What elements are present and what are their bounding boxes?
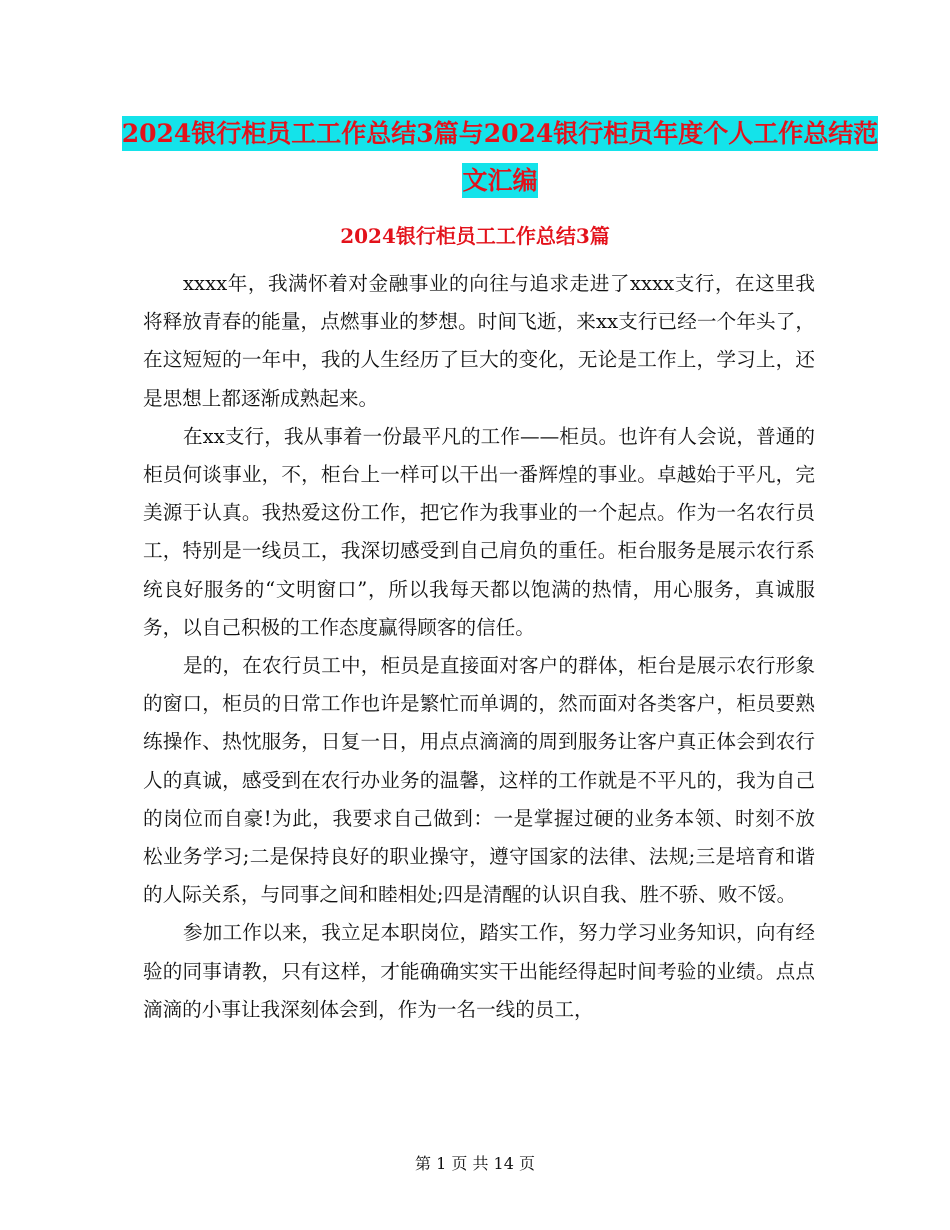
paragraph-2: 在xx支行，我从事着一份最平凡的工作——柜员。也许有人会说，普通的柜员何谈事业，不，柜台上一样可以干出一番辉煌的事业。卓越始于平凡，完美源于认真。我热爱这份工作，把它作为我事业的一个起点。作为一名农行员工，特别是一线员工，我深切感受到自己肩负的重任。柜台服务是展示农行系统良好服务的“文明窗口”，所以我每天都以饱满的热情，用心服务，真诚服务，以自己积极的工作态度赢得顾客的信任。 [143,424,815,639]
paragraph-4: 参加工作以来，我立足本职岗位，踏实工作，努力学习业务知识，向有经验的同事请教，只有这样，才能确确实实干出能经得起时间考验的业绩。点点滴滴的小事让我深刻体会到，作为一名一线的员工， [143,921,815,1021]
paragraph-1: xxxx年，我满怀着对金融事业的向往与追求走进了xxxx支行，在这里我将释放青春的能量，点燃事业的梦想。时间飞逝，来xx支行已经一个年头了，在这短短的一年中，我的人生经历了巨大的变化，无论是工作上，学习上，还是思想上都逐渐成熟起来。 [143,272,815,410]
document-title-block [120,110,880,204]
document-body [143,265,815,1029]
section-heading: 2024银行柜员工工作总结3篇 [340,224,610,248]
document-title: 2024银行柜员工工作总结3篇与2024银行柜员年度个人工作总结范文汇编 [122,116,879,198]
page-footer: 第 1 页 共 14 页 [415,1154,535,1173]
paragraph-3: 是的，在农行员工中，柜员是直接面对客户的群体，柜台是展示农行形象的窗口，柜员的日常工作也许是繁忙而单调的，然而面对各类客户，柜员要熟练操作、热忱服务，日复一日，用点点滴滴的周到服务让客户真正体会到农行人的真诚，感受到在农行办业务的温馨，这样的工作就是不平凡的，我为自己的岗位而自豪!为此，我要求自己做到：一是掌握过硬的业务本领、时刻不放松业务学习;二是保持良好的职业操守，遵守国家的法律、法规;三是培育和谐的人际关系，与同事之间和睦相处;四是清醒的认识自我、胜不骄、败不馁。 [143,654,815,907]
